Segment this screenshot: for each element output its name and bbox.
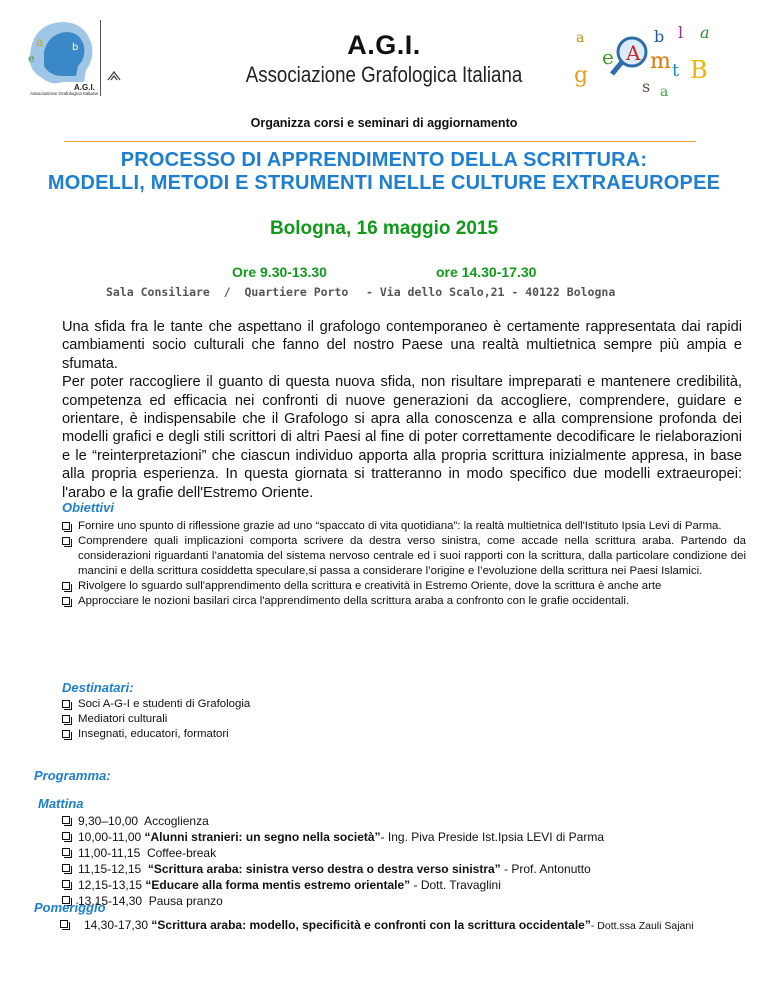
objectives-list [60,519,746,609]
org-name: Associazione Grafologica Italiana [245,62,523,87]
svg-text:a: a [576,30,585,46]
svg-text:a: a [660,84,669,100]
document-title-line-1: PROCESSO DI APPRENDIMENTO DELLA SCRITTURA: [120,149,648,171]
svg-text:s: s [642,77,651,96]
svg-text:b: b [72,42,79,53]
time-afternoon: ore 14.30-17.30 [436,264,537,280]
venue-address: - Via dello Scalo,21 - 40122 Bologna [366,285,616,299]
schedule-item: 12,15-13,15 “Educare alla forma mentis estremo orientale” - Dott. Travaglini [60,877,760,893]
document-title-line-2: MODELLI, METODI E STRUMENTI NELLE CULTURE EXTRAEUROPEE [47,172,721,194]
svg-text:g: g [574,63,589,88]
checkbox-bullet-icon [62,700,70,708]
audience-heading: Destinatari: [62,680,134,695]
intro-paragraph-1: Una sfida fra le tante che aspettano il grafologo contemporaneo è certamente rappresentata dai rapidi cambiamenti socio culturali che fanno del nostro Paese una realtà multietnica sempre più ampia e sfumata. [62,319,742,372]
list-item: Insegnati, educatori, formatori [60,727,460,742]
intro-paragraph-2: Per poter raccogliere il guanto di questa nuova sfida, non risultare impreparati e mantenere credibilità, competenza ed efficacia nei confronti di nuove generazioni da accogliere, comprendere, guidare e orientare, è indispensabile che il Grafologo si apra alla conoscenza e alla comprensione profonda dei modelli grafici e degli stili scrittori di altri Paesi al fine di poter correttamente decodificare le rielaborazioni e le “reinterpretazioni” che ciascun individuo apporta alla propria scrittura inizialmente appresa, in base alla propria esperienza. In questa giornata si tratteranno in modo specifico due modelli extraeuropei: l'arabo e la grafie dell'Estremo Oriente. [62,374,742,501]
checkbox-bullet-icon [62,864,70,872]
objectives-heading: Obiettivi [62,500,115,515]
morning-schedule [60,813,760,909]
checkbox-bullet-icon [62,816,70,824]
list-item: Approcciare le nozioni basilari circa l'apprendimento della scrittura araba a confronto con le grafie occidentali. [60,594,746,609]
checkbox-bullet-icon [62,522,70,530]
event-date: Bologna, 16 maggio 2015 [269,218,499,239]
svg-text:m: m [650,49,671,74]
schedule-item: 11,00-11,15 Coffee-break [60,845,760,861]
time-morning: Ore 9.30-13.30 [232,264,327,280]
audience-list [60,697,460,742]
svg-text:e: e [602,45,614,69]
schedule-item: 9,30–10,00 Accoglienza [60,813,760,829]
svg-text:t: t [672,60,680,81]
checkbox-bullet-icon [62,848,70,856]
schedule-item: 13,15-14,30 Pausa pranzo [60,893,760,909]
list-item: Rivolgere lo sguardo sull'apprendimento della scrittura e creatività in Estremo Oriente, dove la scrittura è anche arte [60,579,746,594]
checkbox-bullet-icon [62,537,70,545]
checkbox-bullet-icon [62,880,70,888]
morning-heading: Mattina [38,796,84,811]
list-item: Fornire uno spunto di riflessione grazie ad uno “spaccato di vita quotidiana”: la realtà multietnica dell'Istituto Ipsia Levi di Parma. [60,519,746,534]
svg-text:b: b [654,27,665,46]
logo-abbr: A.G.I. [74,83,95,92]
checkbox-bullet-icon [62,715,70,723]
logo-name: Associazione Grafologica Italiana [30,91,98,96]
svg-text:l: l [678,23,684,42]
org-abbr: A.G.I. [347,30,421,60]
checkbox-bullet-icon [62,597,70,605]
checkbox-bullet-icon [62,582,70,590]
header-rule [64,141,696,142]
svg-text:A: A [626,41,641,65]
list-item: Mediatori culturali [60,712,460,727]
venue-hall: Sala Consiliare / Quartiere Porto [106,285,349,299]
list-item: Soci A-G-I e studenti di Grafologia [60,697,460,712]
checkbox-bullet-icon [62,832,70,840]
schedule-item: 14,30-17,30 “Scrittura araba: modello, specificità e confronti con la scrittura occidentale”- Dott.ssa Zauli Sajani [60,917,765,934]
checkbox-bullet-icon [62,730,70,738]
svg-text:a: a [36,35,44,49]
tagline: Organizza corsi e seminari di aggiornamento [250,116,518,130]
program-heading: Programma: [34,768,111,783]
afternoon-heading: Pomeriggio [34,900,106,915]
svg-text:a: a [700,23,710,42]
svg-text:B: B [690,56,708,84]
schedule-item: 11,15-12,15 “Scrittura araba: sinistra verso destra o destra verso sinistra” - Prof. Antonutto [60,861,760,877]
schedule-item: 10,00-11,00 “Alunni stranieri: un segno nella società”- Ing. Piva Preside Ist.Ipsia LEVI di Parma [60,829,760,845]
afternoon-schedule [60,917,765,934]
checkbox-bullet-icon [60,920,68,928]
list-item: Comprendere quali implicazioni comporta scrivere da destra verso sinistra, come accade nella scrittura araba. Partendo da considerazioni riguardanti l’anatomia del sistema nervoso centrale ed i suoi rapporti con la scrittura, dalla particolare condizione dei mancini e della scrittura cosiddetta speculare,si passa a considerare l’origine e l’evoluzione della scrittura nei Paesi Islamici. [60,534,746,579]
svg-text:e: e [28,52,35,65]
intro-text [62,318,742,502]
letters-magnifier-logo [566,20,736,100]
